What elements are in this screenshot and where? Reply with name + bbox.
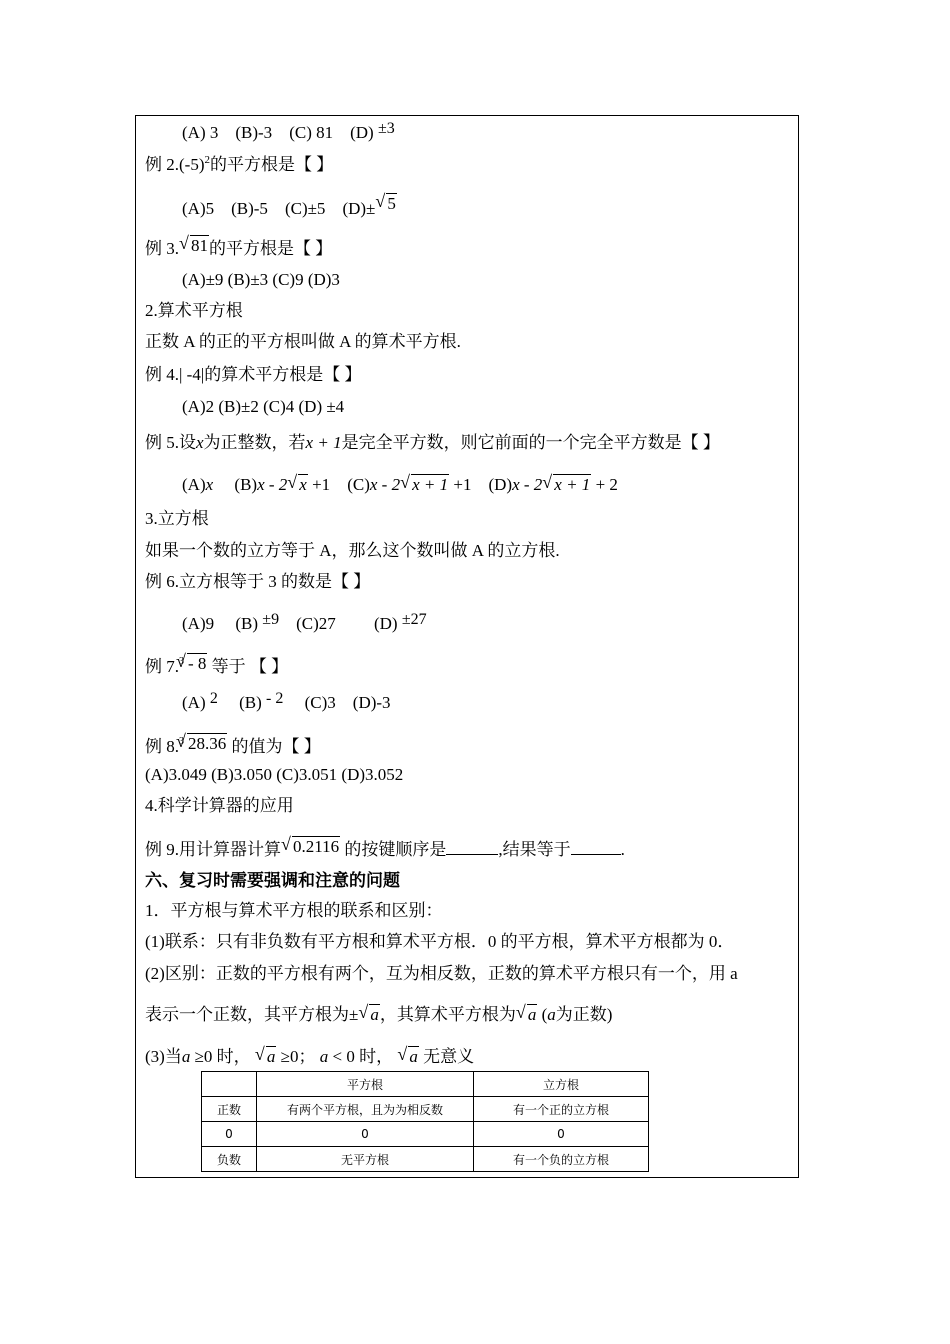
option-d: (D) — [488, 475, 513, 494]
cube-root-expression — [178, 733, 227, 755]
option-d-value: ±3 — [377, 120, 395, 137]
ex8-prefix: 例 8. — [145, 737, 179, 756]
option-c: (C)±5 — [284, 199, 326, 218]
section-6-item-5 — [145, 1046, 474, 1068]
ex1-options — [182, 118, 395, 144]
sqrt-expression — [544, 474, 591, 496]
example-2 — [145, 149, 333, 176]
sqrt-expression — [402, 474, 449, 496]
radicand: a — [409, 1047, 418, 1066]
table-header-cell — [202, 1072, 257, 1097]
ex9-prefix: 例 9.用计算器计算 — [145, 840, 281, 859]
option-b-math: x - 2 — [257, 475, 288, 494]
table-cell: 有一个正的立方根 — [474, 1097, 649, 1122]
ex2-prefix: 例 2.(-5) — [145, 155, 205, 174]
table-cell: 负数 — [202, 1147, 257, 1172]
root-index: 3 — [179, 656, 184, 667]
example-3 — [145, 235, 332, 260]
section-4-title: 4.科学计算器的应用 — [145, 796, 294, 815]
option-a: (A) — [182, 475, 206, 494]
ex3-prefix: 例 3. — [145, 239, 179, 258]
option-d: (D) — [373, 614, 398, 633]
ex5-options — [182, 474, 618, 496]
option-b: (B) — [234, 475, 258, 494]
ex5-text-1: 例 5.设 — [145, 433, 196, 452]
table-row — [202, 1122, 649, 1147]
ex5-text-2: 为正整数，若 — [203, 433, 306, 452]
sqrt-expression — [257, 1046, 277, 1068]
section-6-item-1: 1．平方根与算术平方根的联系和区别： — [145, 901, 443, 920]
table-cell: 0 — [257, 1122, 474, 1147]
table-cell: 正数 — [202, 1097, 257, 1122]
example-4: 例 4.| -4|的算术平方根是【 】 — [145, 365, 362, 384]
item5-condition-3: < 0 时， — [328, 1047, 394, 1066]
option-d-value: ±27 — [401, 611, 427, 628]
option-c: (C) 81 — [289, 123, 334, 142]
sqrt-expression — [181, 235, 209, 257]
ex8-options: (A)3.049 (B)3.050 (C)3.051 (D)3.052 — [145, 765, 404, 784]
option-a: (A) — [182, 693, 206, 712]
ex2-exponent: 2 — [204, 154, 210, 166]
table-header-row — [202, 1072, 649, 1097]
ex2-options — [182, 193, 397, 220]
item5-var-a-2: a — [319, 1047, 329, 1066]
radicand: x + 1 — [412, 475, 449, 494]
radicand: x — [299, 475, 307, 494]
option-d: (D) — [350, 123, 374, 142]
item5-condition-2: ≥0； — [276, 1047, 316, 1066]
item5-var-a: a — [181, 1047, 191, 1066]
ex7-options — [182, 688, 391, 714]
radicand: 0.2116 — [293, 837, 340, 856]
option-d: (D)-3 — [352, 693, 391, 712]
section-6-item-2: (1)联系：只有非负数有平方根和算术平方根．0 的平方根，算术平方根都为 0． — [145, 932, 735, 951]
option-c: (C)3 — [304, 693, 336, 712]
table-cell: 无平方根 — [257, 1147, 474, 1172]
sqrt-expression — [518, 1004, 538, 1026]
option-d-tail: + 2 — [591, 475, 618, 494]
ex4-options: (A)2 (B)±2 (C)4 (D) ±4 — [182, 397, 345, 416]
example-6: 例 6.立方根等于 3 的数是【 】 — [145, 572, 371, 591]
radicand: x + 1 — [554, 475, 591, 494]
option-c-math: x - 2 — [369, 475, 401, 494]
option-b-tail: +1 — [307, 475, 331, 494]
option-b: (B) — [235, 614, 259, 633]
radicand: a — [527, 1005, 537, 1024]
item5-text-1: (3)当 — [145, 1047, 182, 1066]
option-c: (C) — [347, 475, 370, 494]
radicand: - 8 — [188, 654, 207, 673]
ex5-var-x: x — [196, 433, 204, 452]
section-6-title: 六、复习时需要强调和注意的问题 — [145, 871, 400, 890]
ex9-end: . — [620, 840, 625, 859]
item5-condition: ≥0 时， — [190, 1047, 251, 1066]
option-a-value: 2 — [209, 690, 218, 707]
ex2-suffix: 的平方根是【 】 — [209, 155, 334, 174]
ex6-options — [182, 609, 427, 635]
option-a: (A)9 — [182, 614, 215, 633]
option-b-value: - 2 — [266, 690, 284, 707]
cube-root-expression — [178, 653, 207, 675]
table-header-cell: 立方根 — [474, 1072, 649, 1097]
option-b-value: ±9 — [262, 611, 280, 628]
section-2-definition: 正数 A 的正的平方根叫做 A 的算术平方根. — [145, 332, 461, 351]
comparison-table — [201, 1071, 649, 1172]
example-5 — [145, 432, 720, 454]
item4-text-4: 为正数) — [555, 1005, 613, 1024]
ex3-options: (A)±9 (B)±3 (C)9 (D)3 — [182, 270, 340, 289]
item4-text-1: 表示一个正数，其平方根为 — [145, 1005, 349, 1024]
item4-text-3: ( — [537, 1005, 548, 1024]
option-c: (C)27 — [296, 614, 336, 633]
item5-text-2: 无意义 — [423, 1047, 475, 1066]
table-cell: 有一个负的立方根 — [474, 1147, 649, 1172]
sqrt-expression — [360, 1004, 380, 1026]
sqrt-expression — [399, 1046, 419, 1068]
option-d: (D)± — [342, 199, 376, 218]
ex3-suffix: 的平方根是【 】 — [209, 239, 333, 258]
radicand: 5 — [387, 194, 396, 213]
answer-blank-1[interactable] — [446, 854, 498, 855]
ex7-prefix: 例 7. — [145, 657, 179, 676]
table-header-cell: 平方根 — [257, 1072, 474, 1097]
table-cell: 0 — [202, 1122, 257, 1147]
example-7 — [145, 651, 288, 678]
ex8-suffix: 的值为【 】 — [231, 737, 321, 756]
option-a-math: x — [205, 475, 214, 494]
option-b: (B)-3 — [235, 123, 273, 142]
sqrt-expression — [289, 474, 308, 496]
section-3-definition: 如果一个数的立方等于 A，那么这个数叫做 A 的立方根. — [145, 541, 560, 560]
option-b: (B)-5 — [231, 199, 268, 218]
section-2-title: 2.算术平方根 — [145, 301, 243, 320]
radicand: 81 — [191, 236, 208, 255]
radicand: 28.36 — [188, 734, 227, 753]
table-cell: 有两个平方根，且为为相反数 — [257, 1097, 474, 1122]
option-a: (A) 3 — [182, 123, 219, 142]
table-cell: 0 — [474, 1122, 649, 1147]
sqrt-expression — [283, 836, 340, 858]
ex5-text-3: 是完全平方数，则它前面的一个完全平方数是【 】 — [341, 433, 720, 452]
section-6-item-3: (2)区别：正数的平方根有两个，互为相反数，正数的算术平方根只有一个，用 a — [145, 964, 738, 983]
table-row — [202, 1097, 649, 1122]
example-8 — [145, 731, 321, 758]
option-b: (B) — [239, 693, 262, 712]
ex5-expression: x + 1 — [305, 433, 342, 452]
radicand: a — [266, 1047, 276, 1066]
item4-text-2: ，其算术平方根为 — [379, 1005, 516, 1024]
sqrt-expression — [377, 193, 397, 215]
plus-minus: ± — [349, 1005, 359, 1024]
radicand: a — [370, 1005, 379, 1024]
example-9 — [145, 836, 625, 861]
ex9-text: 的按键顺序是 — [344, 840, 447, 859]
ex7-suffix: 等于 【 】 — [211, 657, 289, 676]
section-6-item-4 — [145, 1004, 612, 1026]
option-a: (A)5 — [182, 199, 215, 218]
item4-var-a: a — [547, 1005, 556, 1024]
section-3-title: 3.立方根 — [145, 509, 209, 528]
root-index: 3 — [179, 736, 184, 747]
table-row — [202, 1147, 649, 1172]
option-d-math: x - 2 — [512, 475, 543, 494]
option-c-tail: +1 — [449, 475, 472, 494]
answer-blank-2[interactable] — [571, 854, 621, 855]
ex9-text-2: ,结果等于 — [498, 840, 571, 859]
